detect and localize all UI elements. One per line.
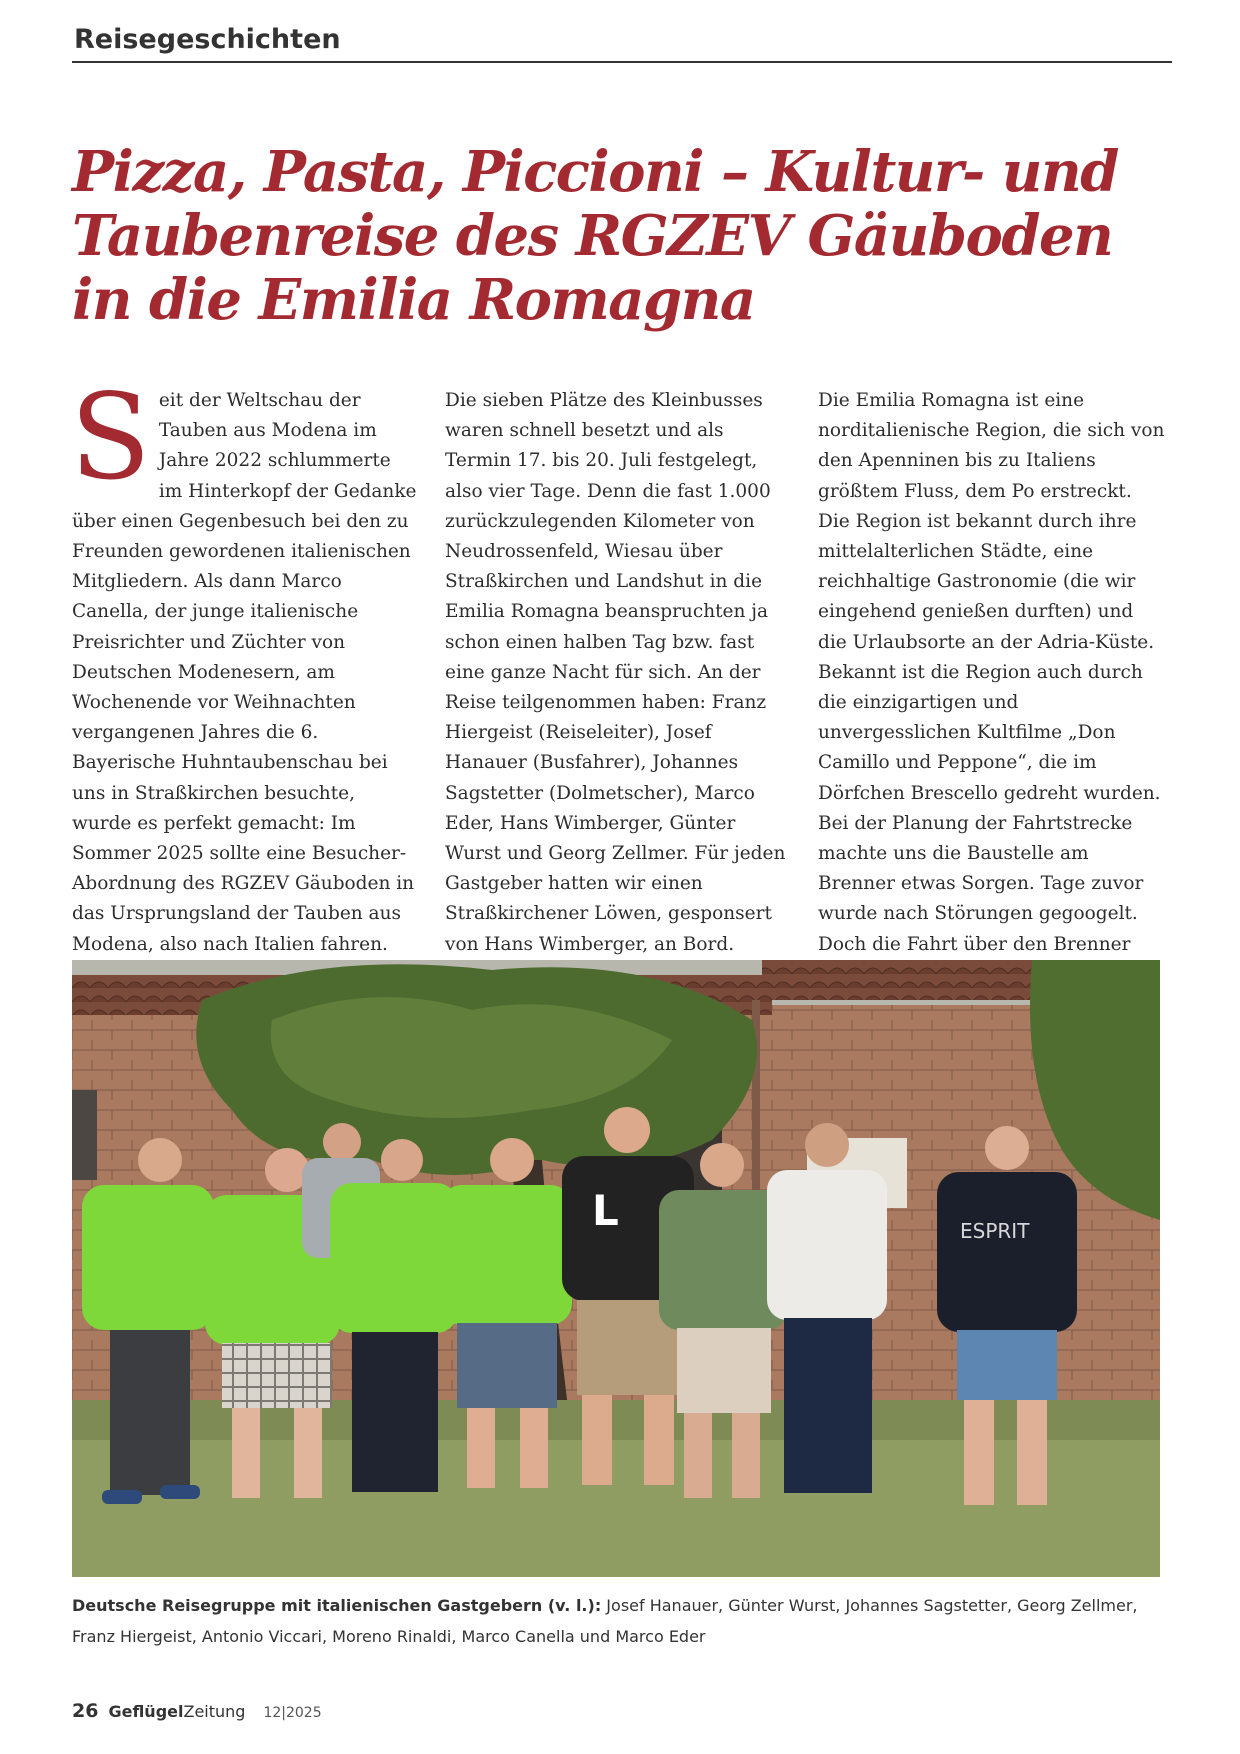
article-column-2: [445, 386, 793, 960]
person-8: [767, 1123, 887, 1493]
caption-names: Josef Hanauer, Günter Wurst, Johannes Sagstetter, Georg Zellmer, Franz Hiergeist, Antonio Viccari, Moreno Rinaldi, Marco Canella und Marco Eder: [72, 1596, 1138, 1646]
article-column-1: [70, 368, 420, 960]
caption-lead: Deutsche Reisegruppe mit italienischen Gastgebern (v. l.):: [72, 1596, 602, 1615]
door-left: [72, 1090, 97, 1180]
article-column-2-text: Die sieben Plätze des Kleinbusses waren schnell besetzt und als Termin 17. bis 20. Juli festgelegt, also vier Tage. Denn die fast 1.000 zurückzulegenden Kilometer von Neudrossenfeld, Wiesau über Straßkirchen und Landshut in die Emilia Romagna beanspruchten ja schon einen halben Tag bzw. fast eine ganze Nacht für sich. An der Reise teilgenommen haben: Franz Hiergeist (Reiseleiter), Josef Hanauer (Busfahrer), Johannes Sagstetter (Dolmetscher), Marco Eder, Hans Wimberger, Günter Wurst und Georg Zellmer. Für jeden Gastgeber hatten wir einen Straßkirchener Löwen, gesponsert von Hans Wimberger, an Bord.: [445, 390, 786, 955]
magazine-name-bold: Geflügel: [108, 1702, 184, 1721]
svg-text:L: L: [592, 1186, 619, 1235]
issue-number: 12|2025: [263, 1705, 322, 1721]
section-rule: [72, 61, 1172, 63]
drop-cap: S: [70, 368, 151, 506]
magazine-name-regular: Zeitung: [183, 1702, 246, 1721]
section-label: Reisegeschichten: [74, 24, 341, 55]
headline: [72, 140, 1172, 332]
article-column-3: [818, 386, 1166, 990]
page-number: 26: [72, 1700, 99, 1722]
article-column-1-text: eit der Weltschau der Tauben aus Modena im Jahre 2022 schlummerte im Hinterkopf der Gedanke über einen Gegenbesuch bei den zu Freunden gewordenen italienischen Mitgliedern. Als dann Marco Canella, der junge italienische Preisrichter und Züchter von Deutschen Modenesern, am Wochenende vor Weihnachten vergangenen Jahres die 6. Bayerische Huhntaubenschau bei uns in Straßkirchen besuchte, wurde es perfekt gemacht: Im Sommer 2025 sollte eine Besucher-Abordnung des RGZEV Gäuboden in das Ursprungsland der Tauben aus Modena, also nach Italien fahren.: [72, 390, 417, 955]
article-column-3-text: Die Emilia Romagna ist eine norditalienische Region, die sich von den Apenninen bis zu Italiens größtem Fluss, dem Po erstreckt. Die Region ist bekannt durch ihre mittelalterlichen Städte, eine reichhaltige Gastronomie (die wir eingehend genießen durften) und die Urlaubsorte an der Adria-Küste. Bekannt ist die Region auch durch die einzigartigen und unvergesslichen Kultfilme „Don Camillo und Peppone“, die im Dörfchen Brescello gedreht wurden. Bei der Planung der Fahrtstrecke machte uns die Baustelle am Brenner etwas Sorgen. Tage zuvor wurde nach Störungen gegoogelt. Doch die Fahrt über den Brenner: [818, 390, 1165, 955]
svg-text:ESPRIT: ESPRIT: [960, 1219, 1030, 1243]
headline-line-3: in die Emilia Romagna: [72, 267, 755, 333]
group-photo: [72, 960, 1160, 1577]
page-footer: [72, 1700, 322, 1722]
group-photo-illustration: [72, 960, 1160, 1577]
headline-line-2: Taubenreise des RGZEV Gäuboden: [72, 203, 1113, 269]
headline-line-1: Pizza, Pasta, Piccioni – Kultur- und: [72, 139, 1118, 205]
photo-caption: [72, 1590, 1170, 1652]
